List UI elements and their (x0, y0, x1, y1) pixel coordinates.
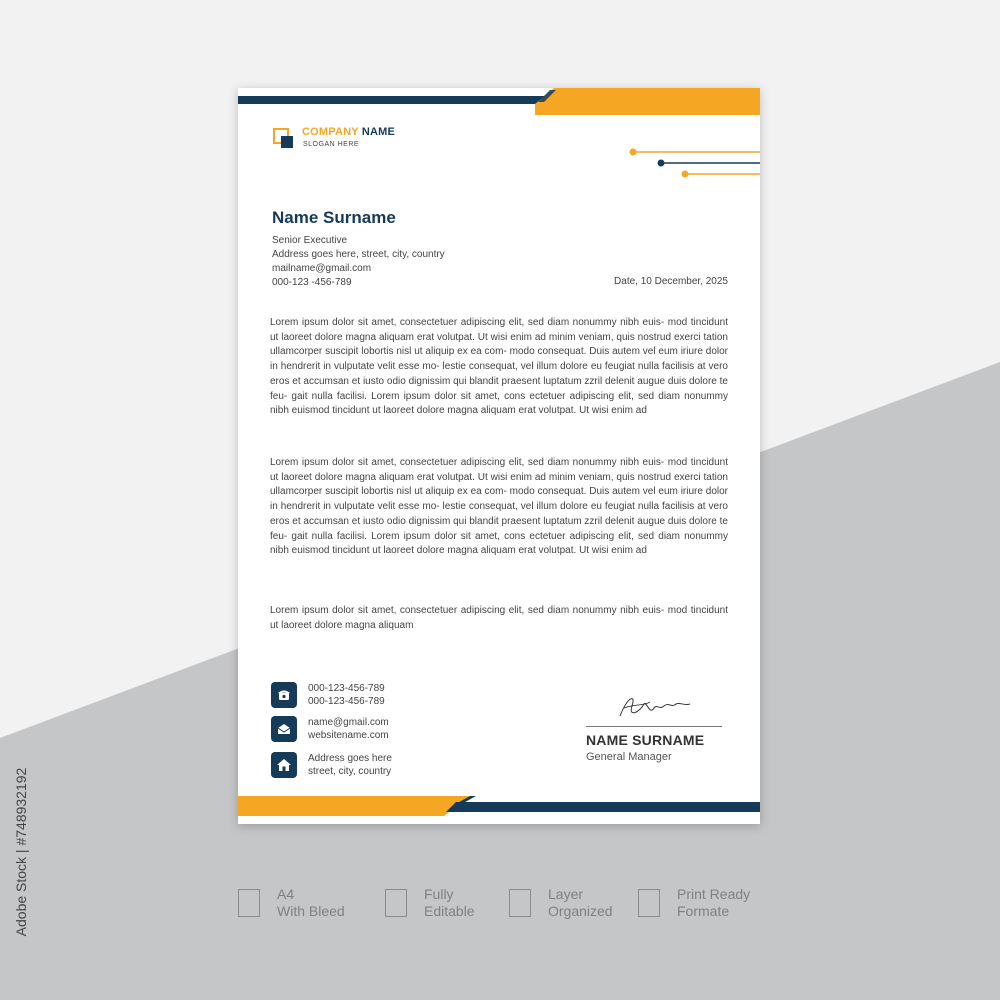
sender-address: Address goes here, street, city, country (272, 249, 445, 260)
signature-scribble (614, 690, 694, 726)
phone-icon (271, 682, 297, 708)
feature-editable-line2: Editable (424, 903, 475, 919)
feature-checkbox (238, 889, 260, 917)
letterhead-page (238, 88, 760, 824)
mail-icon (271, 716, 297, 742)
signature-title: General Manager (586, 751, 672, 763)
signature-name: NAME SURNAME (586, 732, 705, 748)
stock-watermark (4, 764, 38, 954)
body-paragraph-2: Lorem ipsum dolor sit amet, consectetuer adipiscing elit, sed diam nonummy nibh euis- mod tincidunt ut laoreet dolore magna aliquam erat volutpat. Ut wisi enim ad minim veniam, quis nostrud exerci tation ullamcorper suscipit lobortis nisl ut aliquip ex ea com- modo consequat. Duis autem vel eum iriure dolor in hendrerit in vulputate velit esse mo- lestie consequat, vel illum dolore eu feugiat nulla facilisis at vero eros et accumsan et iusto odio dignissim qui blandit praesent luptatum zzril delenit augue duis dolore te feu- gait nulla facilisi. Lorem ipsum dolor sit amet, cons ectetuer adipiscing elit, sed diam nonummy nibh euismod tincidunt ut laoreet dolore magna aliquam erat volutpat. Ut wisi enim ad (270, 457, 728, 557)
feature-a4-line1: A4 (277, 886, 295, 902)
feature-list (238, 884, 798, 924)
feature-a4-line2: With Bleed (277, 903, 345, 919)
contact-phone-1: 000-123-456-789 (308, 683, 385, 694)
feature-checkbox (509, 889, 531, 917)
recipient-name: Name Surname (272, 208, 396, 227)
company-name (302, 126, 395, 138)
feature-print-line2: Formate (677, 903, 730, 919)
sender-email: mailname@gmail.com (272, 263, 372, 274)
contact-phone-2: 000-123-456-789 (308, 695, 385, 707)
home-icon (271, 752, 297, 778)
contact-website: websitename.com (308, 729, 389, 741)
sender-details (272, 234, 445, 290)
contact-email-address: name@gmail.com (308, 717, 389, 728)
sender-phone: 000-123 -456-789 (272, 277, 352, 288)
feature-layer-line1: Layer (548, 886, 584, 902)
feature-layer-line2: Organized (548, 903, 613, 919)
feature-checkbox (385, 889, 407, 917)
sender-title: Senior Executive (272, 235, 348, 246)
signature-line (586, 726, 722, 727)
letter-date: Date, 10 December, 2025 (614, 276, 728, 287)
stock-watermark-text: Adobe Stock | #748932192 (13, 767, 29, 937)
contact-address-line1: Address goes here (308, 753, 392, 764)
body-paragraph-3: Lorem ipsum dolor sit amet, consectetuer adipiscing elit, sed diam nonummy nibh euis- mod tincidunt ut laoreet dolore magna aliquam (270, 605, 728, 631)
feature-checkbox (638, 889, 660, 917)
body-paragraph-1: Lorem ipsum dolor sit amet, consectetuer adipiscing elit, sed diam nonummy nibh euis- mod tincidunt ut laoreet dolore magna aliquam erat volutpat. Ut wisi enim ad minim veniam, quis nostrud exerci tation ullamcorper suscipit lobortis nisl ut aliquip ex ea com- modo consequat. Duis autem vel eum iriure dolor in hendrerit in vulputate velit esse mo- lestie consequat, vel illum dolore eu feugiat nulla facilisis at vero eros et accumsan et iusto odio dignissim qui blandit praesent luptatum zzril delenit augue duis dolore te feu- gait nulla facilisi. Lorem ipsum dolor sit amet, cons ectetuer adipiscing elit, sed diam nonummy nibh euismod tincidunt ut laoreet dolore magna aliquam erat volutpat. Ut wisi enim ad (270, 317, 728, 417)
company-name-first: COMPANY (302, 126, 359, 138)
feature-print-line1: Print Ready (677, 886, 751, 902)
company-name-second: NAME (361, 126, 396, 138)
feature-editable-line1: Fully (424, 886, 454, 902)
company-slogan: SLOGAN HERE (303, 141, 360, 148)
contact-address-line2: street, city, country (308, 765, 392, 777)
